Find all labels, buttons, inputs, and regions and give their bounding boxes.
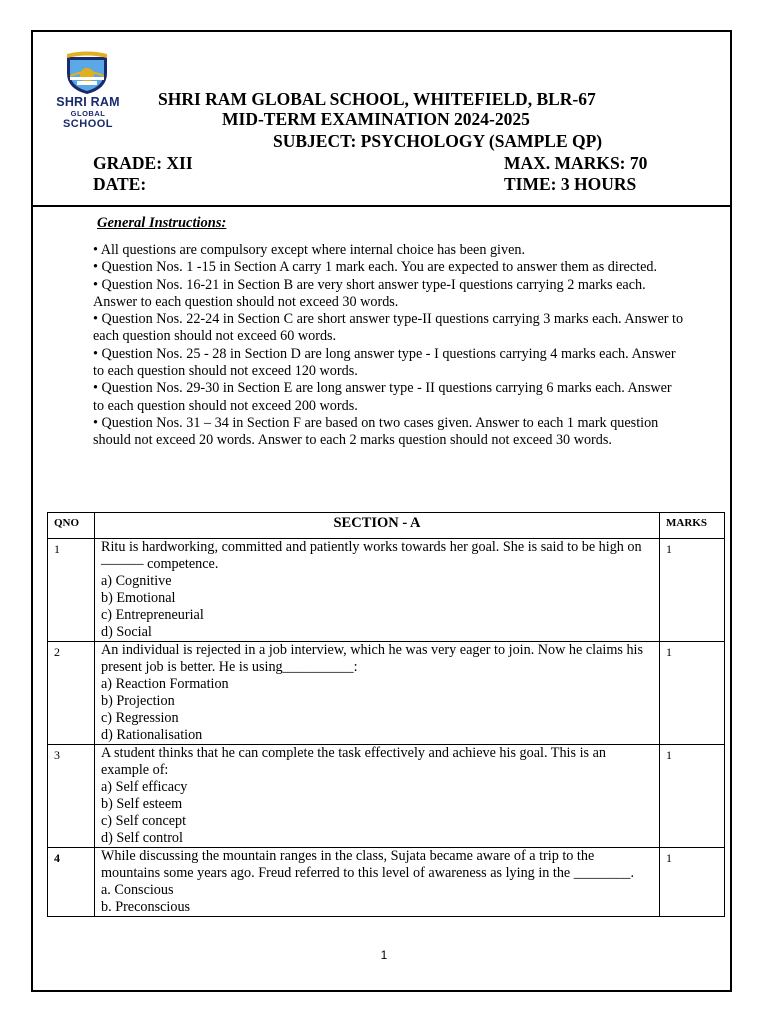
instruction-item: • Question Nos. 1 -15 in Section A carry 1 mark each. You are expected to answer them as directed. [93,259,658,276]
question-cell [95,642,660,745]
table-row [48,848,725,917]
table-row [48,642,725,745]
option: a) Reaction Formation [101,676,229,692]
section-title: SECTION - A [95,513,660,539]
section-a-table [47,512,725,917]
date-label: DATE: [93,174,147,194]
school-name: SHRI RAM GLOBAL SCHOOL, WHITEFIELD, BLR-67 [158,89,596,109]
question-marks: 1 [660,848,725,917]
question-text: Ritu is hardworking, committed and patiently works towards her goal. She is said to be high on ——— competence. [101,539,642,572]
school-logo [48,47,128,135]
exam-title: MID-TERM EXAMINATION 2024-2025 [222,109,530,129]
time-label: TIME: 3 HOURS [504,174,637,194]
option: b) Emotional [101,590,176,606]
question-number: 3 [48,745,95,848]
question-text: While discussing the mountain ranges in the class, Sujata became aware of a trip to the mountains some years ago. Freud referred to this level of awareness as lying in the ________. [101,848,635,881]
general-instructions-title: General Instructions: [97,215,227,231]
question-marks: 1 [660,642,725,745]
instruction-item: • Question Nos. 16-21 in Section B are very short answer type-I questions carrying 2 marks each. Answer to each question should not exceed 30 words. [93,276,646,310]
table-row [48,539,725,642]
table-header-row [48,513,725,539]
question-cell [95,745,660,848]
option: a) Self efficacy [101,779,188,795]
instruction-item: • All questions are compulsory except where internal choice has been given. [93,242,526,258]
header-divider [31,205,732,207]
instruction-item: • Question Nos. 25 - 28 in Section D are long answer type - I questions carrying 4 marks each. Answer to each question should not exceed 120 words. [93,345,676,380]
option: d) Rationalisation [101,727,203,743]
shield-emblem-icon [64,51,110,95]
option: c) Regression [101,710,179,726]
logo-text-global: GLOBAL [70,109,106,118]
option: c) Self concept [101,813,187,829]
question-cell [95,848,660,917]
question-number: 2 [48,642,95,745]
page-number: 1 [380,948,388,962]
subject-line: SUBJECT: PSYCHOLOGY (SAMPLE QP) [273,131,603,151]
option: d) Social [101,624,152,640]
instruction-item: • Question Nos. 29-30 in Section E are long answer type - II questions carrying 6 marks each. Answer to each question should not exceed 200 words. [93,380,672,414]
max-marks-label: MAX. MARKS: 70 [504,153,648,173]
question-number: 1 [48,539,95,642]
option: d) Self control [101,830,183,846]
table-row [48,745,725,848]
option: b) Projection [101,693,175,709]
question-marks: 1 [660,539,725,642]
question-text: An individual is rejected in a job interview, which he was very eager to join. Now he claims his present job is better. He is using__________: [101,642,643,675]
option: a. Conscious [101,882,174,898]
question-text: A student thinks that he can complete the task effectively and achieve his goal. This is an example of: [101,745,606,778]
instructions-list [93,242,685,450]
option: a) Cognitive [101,573,172,589]
option: c) Entrepreneurial [101,607,204,623]
logo-text-school: SCHOOL [62,118,114,130]
option: b. Preconscious [101,899,191,915]
option: b) Self esteem [101,796,183,812]
logo-text-shri-ram: SHRI RAM [56,95,120,109]
grade-label: GRADE: XII [93,153,193,173]
qno-header: QNO [48,513,95,539]
question-number: 4 [48,848,95,917]
instruction-item: • Question Nos. 22-24 in Section C are short answer type-II questions carrying 3 marks each. Answer to each question should not exceed 60 words. [93,311,684,345]
question-marks: 1 [660,745,725,848]
marks-header: MARKS [660,513,725,539]
question-cell [95,539,660,642]
instruction-item: • Question Nos. 31 – 34 in Section F are based on two cases given. Answer to each 1 mark question should not exceed 20 words. Answer to each 2 marks question should not exceed 30 words. [93,414,659,449]
